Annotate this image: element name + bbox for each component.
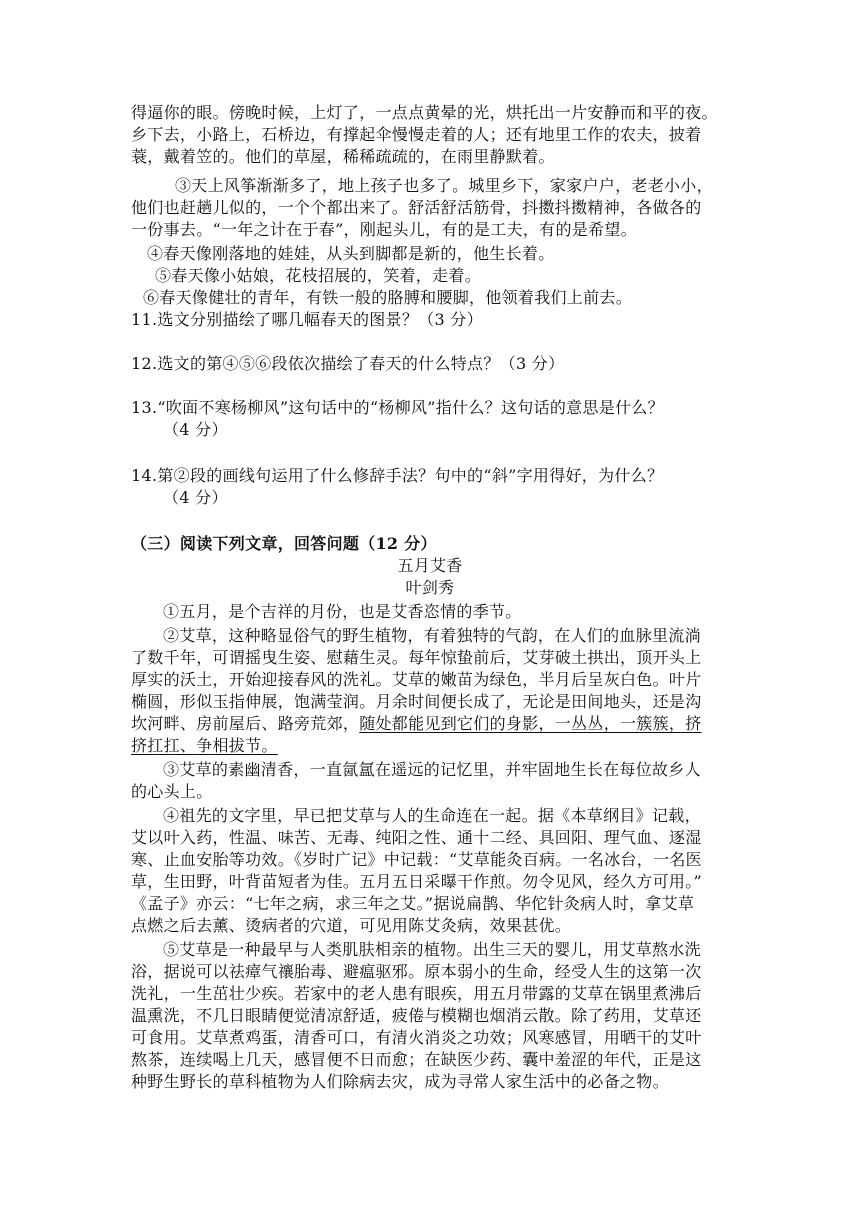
paragraph-4: ④春天像刚落地的娃娃，从头到脚都是新的，他生长着。: [147, 244, 555, 263]
text-line: 可食用。艾草煮鸡蛋，清香可口，有清火消炎之功效；风寒感冒，用晒干的艾叶: [131, 1028, 702, 1047]
text-line: 艾以叶入药，性温、味苦、无毒、纯阳之性、通十二经、具回阳、理气血、逐湿: [131, 828, 702, 847]
text-line: 温熏洗，不几日眼睛便觉清凉舒适，疲倦与模糊也烟消云散。除了药用，艾草还: [131, 1006, 702, 1025]
question-12: 12.选文的第④⑤⑥段依次描绘了春天的什么特点？（3 分）: [131, 354, 565, 373]
text-line: 乡下去，小路上，石桥边，有撑起伞慢慢走着的人；还有地里工作的农夫，披着: [131, 125, 702, 144]
paragraph-2-start: ②艾草，这种略显俗气的野生植物，有着独特的气韵，在人们的血脉里流淌: [163, 626, 701, 645]
text-line: 点燃之后去薰、烫病者的穴道，可见用陈艾灸病，效果甚优。: [131, 916, 572, 935]
text-line: 浴，据说可以祛瘴气禳胎毒、避瘟驱邪。原本弱小的生命，经受人生的这第一次: [131, 962, 702, 981]
paragraph-4: ④祖先的文字里，早已把艾草与人的生命连在一起。据《本草纲目》记载，: [163, 806, 701, 825]
text-line: 他们也赶趟儿似的，一个个都出来了。舒活舒活筋骨，抖擞抖擞精神，各做各的: [131, 198, 702, 217]
paragraph-6: ⑥春天像健壮的青年，有铁一般的胳膊和腰脚，他领着我们上前去。: [143, 288, 633, 307]
question-13: 13.“吹面不寒杨柳风”这句话中的“杨柳风”指什么？这句话的意思是什么？: [131, 398, 664, 417]
text-line: 椭圆，形似玉指伸展，饱满莹润。月余时间便长成了，无论是田间地头，还是沟: [131, 692, 702, 711]
text-line: 得逼你的眼。傍晚时候，上灯了，一点点黄晕的光，烘托出一片安静而和平的夜。: [131, 103, 718, 122]
question-14: 14.第②段的画线句运用了什么修辞手法？句中的“斜”字用得好，为什么？: [131, 466, 664, 485]
text-line: [131, 713, 702, 735]
text-line: 的心头上。: [131, 782, 213, 801]
text-line: 厚实的沃土，开始迎接春风的洗礼。艾草的嫩苗为绿色，半月后呈灰白色。叶片: [131, 670, 702, 689]
text-line: 寒、止血安胎等功效。《岁时广记》中记载：“艾草能灸百病。一名冰台，一名医: [131, 850, 702, 869]
underlined-sentence: 随处都能见到它们的身影，一丛丛，一簇簇，挤: [359, 714, 702, 733]
text-segment: 坎河畔、房前屋后、路旁荒郊，: [131, 714, 360, 733]
paragraph-1: ①五月，是个吉祥的月份，也是艾香恣情的季节。: [163, 602, 522, 621]
underlined-sentence-end: 挤扛扛、争相拔节。: [131, 736, 278, 755]
text-line: 《孟子》亦云：“七年之病，求三年之艾。”据说扁鹊、华佗针灸病人时，拿艾草: [131, 894, 695, 913]
text-line: 一份事去。“一年之计在于春”，刚起头儿，有的是工夫，有的是希望。: [131, 220, 637, 239]
question-11: 11.选文分别描绘了哪几幅春天的图景？（3 分）: [131, 310, 483, 329]
paragraph-5: ⑤艾草是一种最早与人类肌肤相亲的植物。出生三天的婴儿，用艾草熬水洗: [163, 940, 701, 959]
paragraph-5: ⑤春天像小姑娘，花枝招展的，笑着，走着。: [155, 266, 482, 285]
text-line: 熬茶，连续喝上几天，感冒便不日而愈；在缺医少药、囊中羞涩的年代，正是这: [131, 1050, 702, 1069]
text-line: 草，生田野，叶背苗短者为佳。五月五日采曝干作煎。勿令见风，经久方可用。”: [131, 872, 702, 891]
section-heading: （三）阅读下列文章，回答问题（12 分）: [131, 534, 437, 553]
paragraph-3: ③艾草的素幽清香，一直氤氲在遥远的记忆里，并牢固地生长在每位故乡人: [163, 760, 701, 779]
text-line: 洗礼，一生茁壮少疾。若家中的老人患有眼疾，用五月带露的艾草在锅里煮沸后: [131, 984, 702, 1003]
text-line: 种野生野长的草科植物为人们除病去灾，成为寻常人家生活中的必备之物。: [131, 1072, 669, 1091]
text-line: 蓑，戴着笠的。他们的草屋，稀稀疏疏的，在雨里静默着。: [131, 147, 555, 166]
article-author: 叶剑秀: [405, 578, 455, 597]
question-14-score: （4 分）: [163, 488, 228, 507]
paragraph-3-start: ③天上风筝渐渐多了，地上孩子也多了。城里乡下，家家户户，老老小小，: [175, 176, 713, 195]
article-title: 五月艾香: [397, 556, 463, 575]
question-13-score: （4 分）: [163, 420, 228, 439]
text-line: 了数千年，可谓摇曳生姿、慰藉生灵。每年惊蛰前后，艾芽破土拱出，顶开头上: [131, 648, 702, 667]
